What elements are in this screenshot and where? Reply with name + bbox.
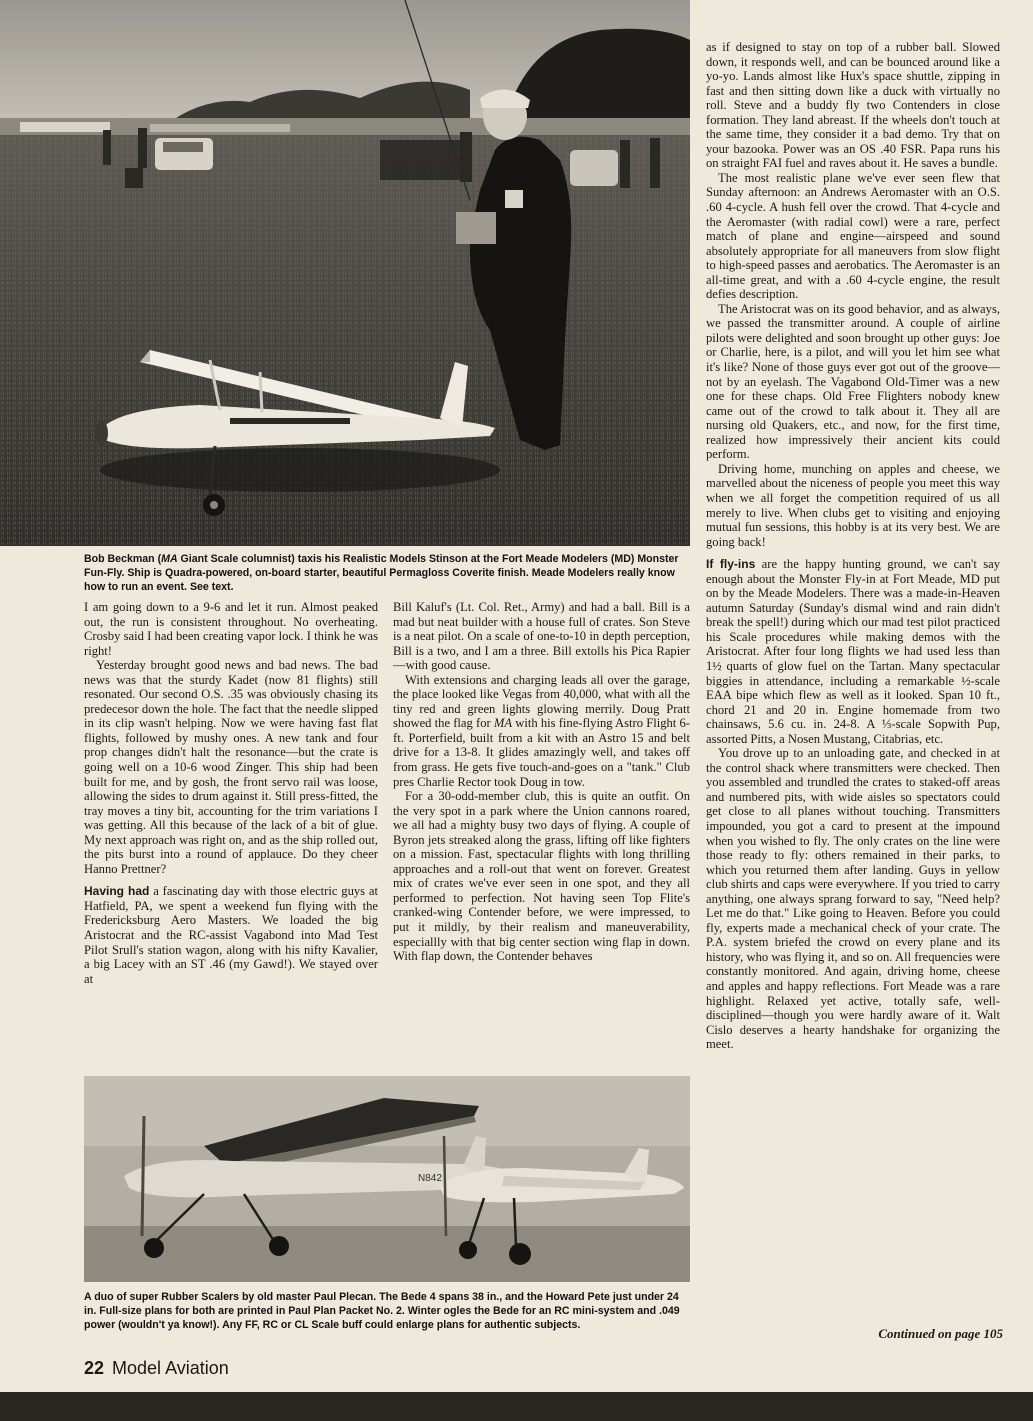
- paragraph: [706, 557, 1000, 746]
- rubber-scalers-photo-drawing: [84, 1076, 690, 1282]
- caption-top-em: MA: [161, 553, 178, 565]
- photo-caption-bottom: A duo of super Rubber Scalers by old master Paul Plecan. The Bede 4 spans 38 in., and the Howard Pete just under 24 in. Full-size plans for both are printed in Paul Plan Packet No. 2. Winter ogles the Bede for an RC mini-system and .049 power (wouldn't ya know!). Any FF, RC or CL Scale buff could enlarge plans for authentic subjects.: [84, 1291, 680, 1331]
- photo-stinson-taxi: [0, 0, 690, 546]
- photo-rubber-scalers: [84, 1076, 690, 1282]
- paragraph-text: are the happy hunting ground, we can't say enough about the Monster Fly-in at Fort Meade, MD put on by the Meade Modelers. There was a made-in-Heaven autumn Saturday (Sunday's dismal wind and rain didn't break the spell!) during which our mad test pilot practiced his Scale procedures while making demos with the Aristocrat. After four long flights we had used less than 1½ quarts of glow fuel on the Tartan. Many spectacular biggies in attendance, including a remarkable ½-scale EAA bipe which flew as well as it looked. Span 10 ft., chord 21 and 20 in. Engine homemade from two chainsaws, 5.6 cu. in. 24-8. A ⅓-scale Sopwith Pup, assorted Pitts, a Nosen Mustang, Citabrias, etc.: [706, 557, 1001, 746]
- article-column-middle: [393, 600, 690, 964]
- paragraph: as if designed to stay on top of a rubber ball. Slowed down, it responds well, and can be bounced around like a yo-yo. Lands almost like Hux's space shuttle, zipping in fast and then sitting down like a duck with virtually no roll. Steve and a buddy fly two Contenders in close formation. They land abreast. If the wheels don't touch at the same time, they consider it a bad demo. Try that on your bazooka. Power was an OS .40 FSR. Papa runs his on straight FAI fuel and raves about it. He saves a bundle.: [706, 40, 1000, 171]
- paragraph: Driving home, munching on apples and cheese, we marvelled about the niceness of people you meet this way when we all forget the competition required of us all merely to live. When clubs get to visiting and enjoying mutual fun sessions, this hobby is at its very best. We are going back!: [706, 461, 1000, 549]
- scan-edge-bottom: [0, 1392, 1033, 1421]
- paragraph: [393, 673, 690, 789]
- paragraph-text: With extensions and charging leads all over the garage, the place looked like Vegas from 40,000, what with all the tiny red and green lights glowing merrily. Doug Pratt showed the flag for: [393, 672, 690, 731]
- paragraph: The most realistic plane we've ever seen flew that Sunday afternoon: an Andrews Aeromaster with an O.S. .60 4-cycle. A hush fell over the crowd. That 4-cycle and the Aeromaster (with radial cowl) were a rare, perfect match of plane and engine—airspeed and sound absolutely appropriate for all maneuvers from slow flight to high-speed passes and aerobatics. The Aeromaster is an all-time great, and with a .60 4-cycle engine, the result defies description.: [706, 170, 1000, 302]
- lead-in: If fly-ins: [706, 557, 756, 572]
- page-number: 22: [84, 1358, 105, 1378]
- article-column-left: [84, 600, 378, 986]
- magazine-name: Model Aviation: [112, 1358, 229, 1378]
- paragraph-text: with his fine-flying Astro Flight 6-ft. Porterfield, built from a kit with an Astro 15 and belt drive for a 13-8. It glides amazingly well, and takes off from grass. He gets five touch-and-goes on a "tank." Club pres Charlie Rector took Doug in tow.: [393, 716, 690, 789]
- paragraph: You drove up to an unloading gate, and checked in at the control shack where transmitters were checked. Then you assembled and trundled the crates to staked-off areas and numbered pits, with wide aisles so spectators could get close to all planes without touching. Transmitters impounded, you got a card to present at the impound when you wished to fly. The only crates on the line were those ready to fly: others remained in their parks, to which you returned them after landing. Guys in yellow club shirts and caps were everywhere. If you tried to carry anything, one always sprang forward to say, "Need help? Let me do that." Like going to Heaven. Before you could fly, experts made a mechanical check of your crate. The P.A. system briefed the crowd on every plane and its history, who was flying it, and so on. All frequencies were constantly monitored. And again, driving home, cheese and apples and happy reflections. Fort Meade was a rare highlight. Relaxed yet active, totally safe, well-disciplined—though you were hardly aware of it. Walt Cislo deserves a hearty handshake for organizing the meet.: [706, 746, 1000, 1052]
- paragraph-text: a fascinating day with those electric guys at Hatfield, PA, we spent a weekend fun flying with the Fredericksburg Aero Masters. We loaded the big Aristocrat and the RC-assist Vagabond into Mad Test Pilot Srull's station wagon, along with his nifty Kavalier, a big Lacey with an ST .46 (my Gawd!). We stayed over at: [84, 884, 378, 986]
- photo-caption-top: [84, 552, 690, 594]
- paragraph: Bill Kaluf's (Lt. Col. Ret., Army) and had a ball. Bill is a mad but neat builder with a house full of crates. Son Steve is a neat pilot. On a scale of one-to-10 in depth perception, Bill is a two, and I am a three. Bill extolls his Pica Rapier—with good cause.: [393, 600, 690, 673]
- paragraph: The Aristocrat was on its good behavior, and as always, we passed the transmitter around. A couple of airline pilots were delighted and soon brought up other guys: Joe or Charlie, here, is a pilot, and will you let him see what it's like? None of those guys ever got out of the groove—not by an eyelash. The Vagabond Old-Timer was a new one for these chaps. Old Free Flighters nobody knew came out of the crowd to talk about it. They all are nursing old Quakers, etc., and now, for the first time, realized how impressively their ancient kits could perform.: [706, 301, 1000, 462]
- tail-registration: N842: [418, 1173, 442, 1184]
- page-folio: [84, 1358, 229, 1379]
- paragraph: [84, 884, 378, 986]
- lead-in: Having had: [84, 884, 150, 899]
- paragraph: For a 30-odd-member club, this is quite an outfit. On the very spot in a park where the Union cannons roared, we all had a mighty busy two days of flying. A couple of Byron jets streaked along the grass, lifting off like fighters on a mission. Fast, spectacular flights with long thrilling approaches and a roll-out that went on forever. Greatest mix of crates we've ever seen in one spot, and they all performed to perfection. Not having seen Top Flite's cranked-wing Contender before, we were impressed, to put it mildly, by their realism and maneuverability, especiallly with that big center section wing flap in down. With flap down, the Contender behaves: [393, 789, 690, 964]
- caption-top-b: Giant Scale columnist) taxis his Realistic Models Stinson at the Fort Meade Modelers (MD) Monster Fun-Fly. Ship is Quadra-powered, on-board starter, beautiful Permagloss Coverite finish. Meade Modelers really know how to run an event. See text.: [84, 553, 679, 593]
- continued-line: Continued on page 105: [878, 1326, 1003, 1341]
- article-column-right: [706, 40, 1000, 1052]
- magazine-abbrev: MA: [493, 716, 513, 731]
- paragraph: Yesterday brought good news and bad news. The bad news was that the sturdy Kadet (now 81 flights) still resonated. Our second O.S. .35 was obviously chasing its predecesor down the hole. The fact that the needle slipped in its clip wasn't helping. Now we were having fast flat flights, followed by mushy ones. A new tank and four prop changes didn't halt the resonance—but the crate is going well on a 10-6 wood Zinger. This ship had been built for me, and by gosh, the front servo rail was loose, allowing the sides to drum against it. Still press-fitted, the tray moves a tiny bit, accounting for the trim variations I was getting. All this because of the lack of a bit of glue. My next approach was right on, and as the ship rolled out, the pits burst into a round of applauce. Do they cheer Hanno Prettner?: [84, 658, 378, 876]
- stinson-photo-drawing: [0, 0, 690, 546]
- caption-top-a: Bob Beckman (: [84, 553, 162, 565]
- paragraph: I am going down to a 9-6 and let it run. Almost peaked out, the run is consistent throughout. No overheating. Crosby said I had been creating vapor lock. I think he was right!: [84, 600, 378, 658]
